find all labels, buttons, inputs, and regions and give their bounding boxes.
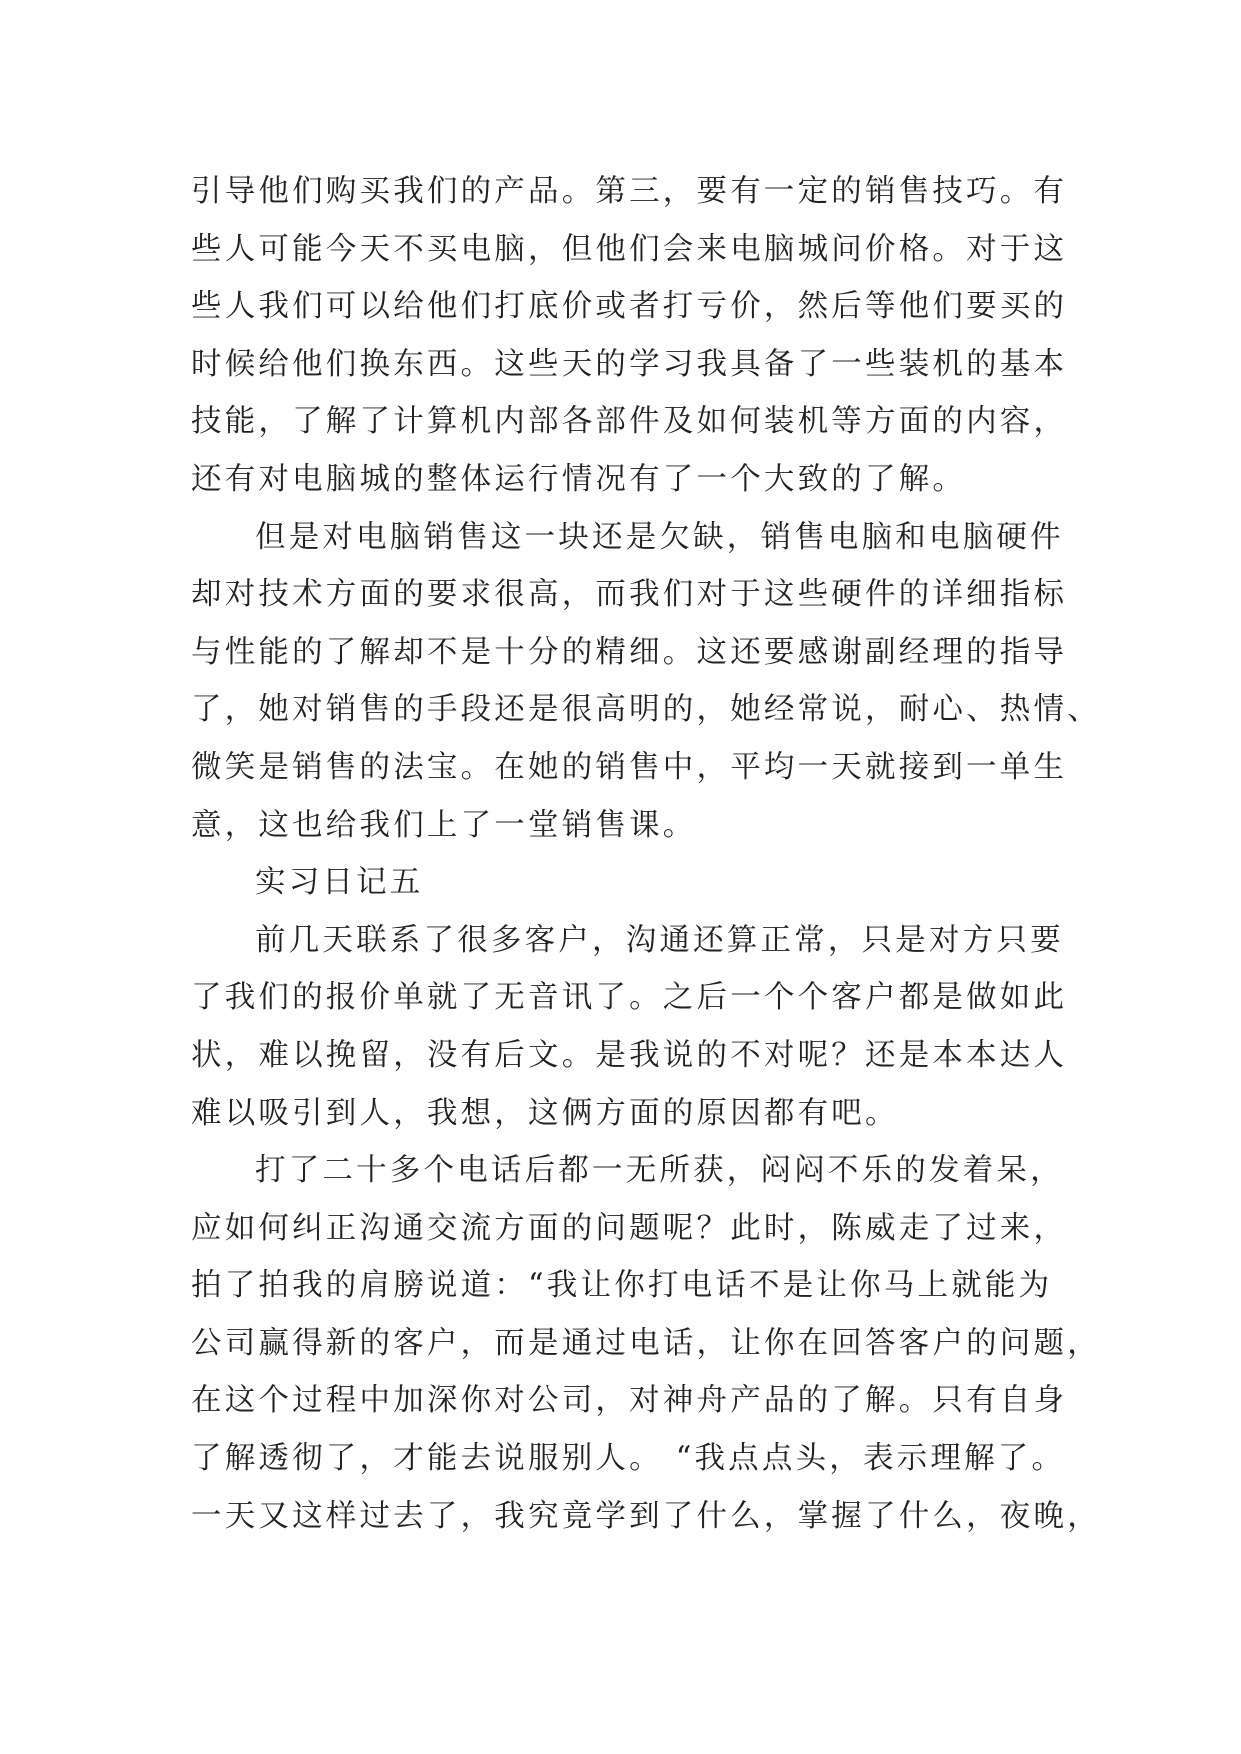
text-line: 应如何纠正沟通交流方面的问题呢？此时，陈威走了过来，	[191, 1210, 1068, 1246]
text-line: 公司赢得新的客户，而是通过电话，让你在回答客户的问题，	[191, 1325, 1101, 1361]
text-line: 时候给他们换东西。这些天的学习我具备了一些装机的基本	[191, 346, 1068, 382]
text-line: 些人我们可以给他们打底价或者打亏价，然后等他们要买的	[191, 289, 1068, 325]
text-line: 了，她对销售的手段还是很高明的，她经常说，耐心、热情、	[191, 692, 1101, 728]
text-line: 还有对电脑城的整体运行情况有了一个大致的了解。	[191, 461, 967, 497]
text-line: 些人可能今天不买电脑，但他们会来电脑城问价格。对于这	[191, 231, 1068, 267]
section-heading: 实习日记五	[255, 865, 424, 901]
text-line: 微笑是销售的法宝。在她的销售中，平均一天就接到一单生	[191, 749, 1068, 785]
text-line: 拍了拍我的肩膀说道：“我让你打电话不是让你马上就能为	[191, 1268, 1053, 1304]
text-line: 技能，了解了计算机内部各部件及如何装机等方面的内容，	[191, 404, 1068, 440]
text-line: 意，这也给我们上了一堂销售课。	[191, 807, 697, 843]
paragraph-start-line: 但是对电脑销售这一块还是欠缺，销售电脑和电脑硬件	[255, 519, 1064, 555]
paragraph-start-line: 打了二十多个电话后都一无所获，闷闷不乐的发着呆，	[255, 1153, 1064, 1189]
text-line: 了解透彻了，才能去说服别人。 “我点点头，表示理解了。	[191, 1441, 1066, 1477]
text-line: 与性能的了解却不是十分的精细。这还要感谢副经理的指导	[191, 634, 1068, 670]
paragraph-start-line: 前几天联系了很多客户，沟通还算正常，只是对方只要	[255, 922, 1064, 958]
text-line: 了我们的报价单就了无音讯了。之后一个个客户都是做如此	[191, 980, 1068, 1016]
text-line: 引导他们购买我们的产品。第三，要有一定的销售技巧。有	[191, 174, 1068, 209]
text-line: 状，难以挽留，没有后文。是我说的不对呢？还是本本达人	[191, 1037, 1068, 1073]
text-line: 却对技术方面的要求很高，而我们对于这些硬件的详细指标	[191, 577, 1068, 613]
text-line: 在这个过程中加深你对公司，对神舟产品的了解。只有自身	[191, 1383, 1068, 1419]
text-line: 一天又这样过去了，我究竟学到了什么，掌握了什么，夜晚，	[191, 1498, 1101, 1534]
document-body	[191, 163, 1101, 1545]
text-line: 难以吸引到人，我想，这俩方面的原因都有吧。	[191, 1095, 899, 1131]
